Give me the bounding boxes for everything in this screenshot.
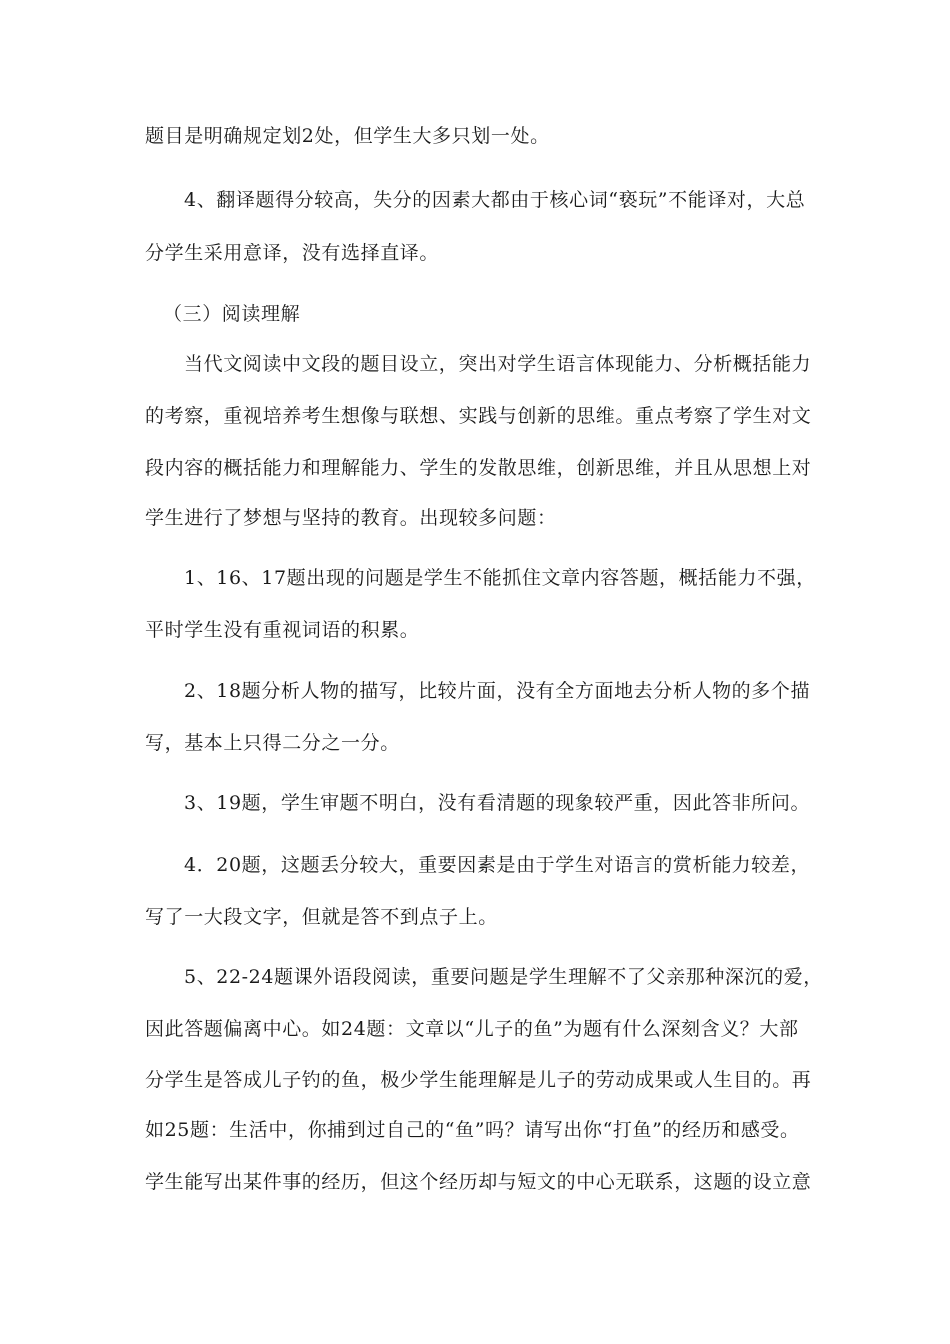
text-line: 4、翻译题得分较高，失分的因素大都由于核心词“亵玩”不能译对，大总: [184, 189, 806, 211]
text-line: 段内容的概括能力和理解能力、学生的发散思维，创新思维，并且从思想上对: [145, 457, 812, 479]
text-line: 3、19题，学生审题不明白，没有看清题的现象较严重，因此答非所问。: [184, 792, 811, 814]
text-line: 分学生是答成儿子钓的鱼，极少学生能理解是儿子的劳动成果或人生目的。再: [145, 1069, 812, 1091]
text-line: 因此答题偏离中心。如24题：文章以“儿子的鱼”为题有什么深刻含义？大部: [145, 1018, 799, 1040]
text-line: 当代文阅读中文段的题目设立，突出对学生语言体现能力、分析概括能力: [184, 353, 812, 375]
text-line: 2、18题分析人物的描写，比较片面，没有全方面地去分析人物的多个描: [184, 680, 811, 702]
section-heading: （三）阅读理解: [163, 303, 301, 325]
text-line: 5、22-24题课外语段阅读，重要问题是学生理解不了父亲那种深沉的爱，: [184, 966, 823, 988]
text-line: 1、16、17题出现的问题是学生不能抓住文章内容答题，概括能力不强，: [184, 567, 816, 589]
text-line: 平时学生没有重视词语的积累。: [145, 619, 420, 641]
text-line: 的考察，重视培养考生想像与联想、实践与创新的思维。重点考察了学生对文: [145, 405, 812, 427]
text-line: 学生进行了梦想与坚持的教育。出现较多问题：: [145, 507, 557, 529]
text-line: 4．20题，这题丢分较大，重要因素是由于学生对语言的赏析能力较差，: [184, 854, 811, 876]
text-line: 写，基本上只得二分之一分。: [145, 732, 400, 754]
text-line: 如25题：生活中，你捕到过自己的“鱼”吗？请写出你“打鱼”的经历和感受。: [145, 1119, 800, 1141]
text-line: 学生能写出某件事的经历，但这个经历却与短文的中心无联系，这题的设立意: [145, 1171, 812, 1193]
text-line: 题目是明确规定划2处，但学生大多只划一处。: [145, 125, 550, 147]
text-line: 分学生采用意译，没有选择直译。: [145, 242, 440, 264]
text-line: 写了一大段文字，但就是答不到点子上。: [145, 906, 498, 928]
